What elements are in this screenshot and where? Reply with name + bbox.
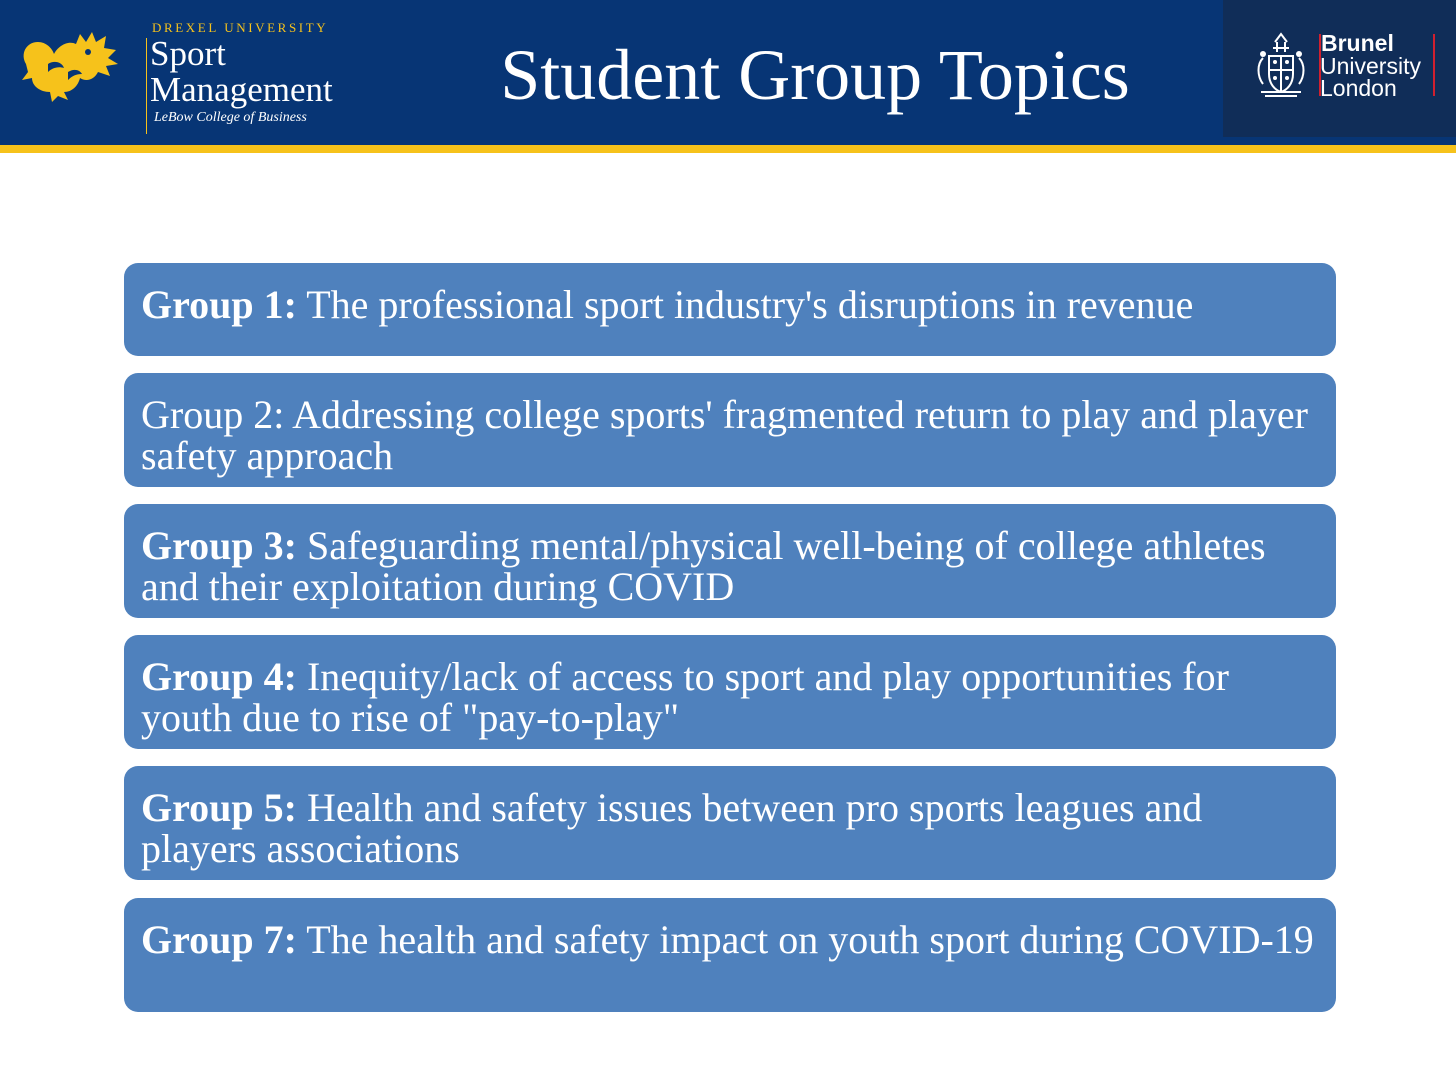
group-topic-box [124,504,1336,618]
brunel-name: Brunel [1321,30,1394,56]
drexel-management-label: Management [150,70,333,109]
drexel-sport-management-logo [18,16,348,131]
group-topic-text: Inequity/lack of access to sport and play opportunities for youth due to rise of "pay-to-play" [141,654,1229,740]
brunel-university-logo [1223,0,1456,137]
group-label: Group 2: [141,392,285,437]
group-topic-box [124,635,1336,749]
group-topic-box [124,373,1336,487]
header-gold-stripe [0,145,1456,153]
coat-of-arms-icon [1253,30,1309,100]
drexel-tagline: LeBow College of Business [154,110,307,125]
group-label: Group 1: [141,282,297,327]
dragon-icon [18,20,126,104]
group-topic-box [124,263,1336,356]
group-topic-box [124,898,1336,1012]
group-label: Group 4: [141,654,297,699]
slide-title: Student Group Topics [500,35,1130,115]
brunel-london-label: London [1320,75,1397,101]
group-label: Group 7: [141,917,297,962]
group-topic-text: The health and safety impact on youth sport during COVID-19 [296,917,1314,962]
group-topic-text: Addressing college sports' fragmented return to play and player safety approach [141,392,1308,478]
brunel-university-label: University [1320,53,1421,79]
group-topic-box [124,766,1336,880]
group-label: Group 5: [141,785,297,830]
brunel-divider-right [1433,34,1435,96]
drexel-university-label: DREXEL UNIVERSITY [152,20,329,35]
logo-divider [146,38,147,134]
group-topic-text: Health and safety issues between pro sports leagues and players associations [141,785,1203,871]
group-label: Group 3: [141,523,297,568]
group-topic-text: Safeguarding mental/physical well-being of college athletes and their exploitation during COVID [141,523,1266,609]
drexel-sport-label: Sport [150,34,226,73]
group-topic-text: The professional sport industry's disruptions in revenue [296,282,1194,327]
